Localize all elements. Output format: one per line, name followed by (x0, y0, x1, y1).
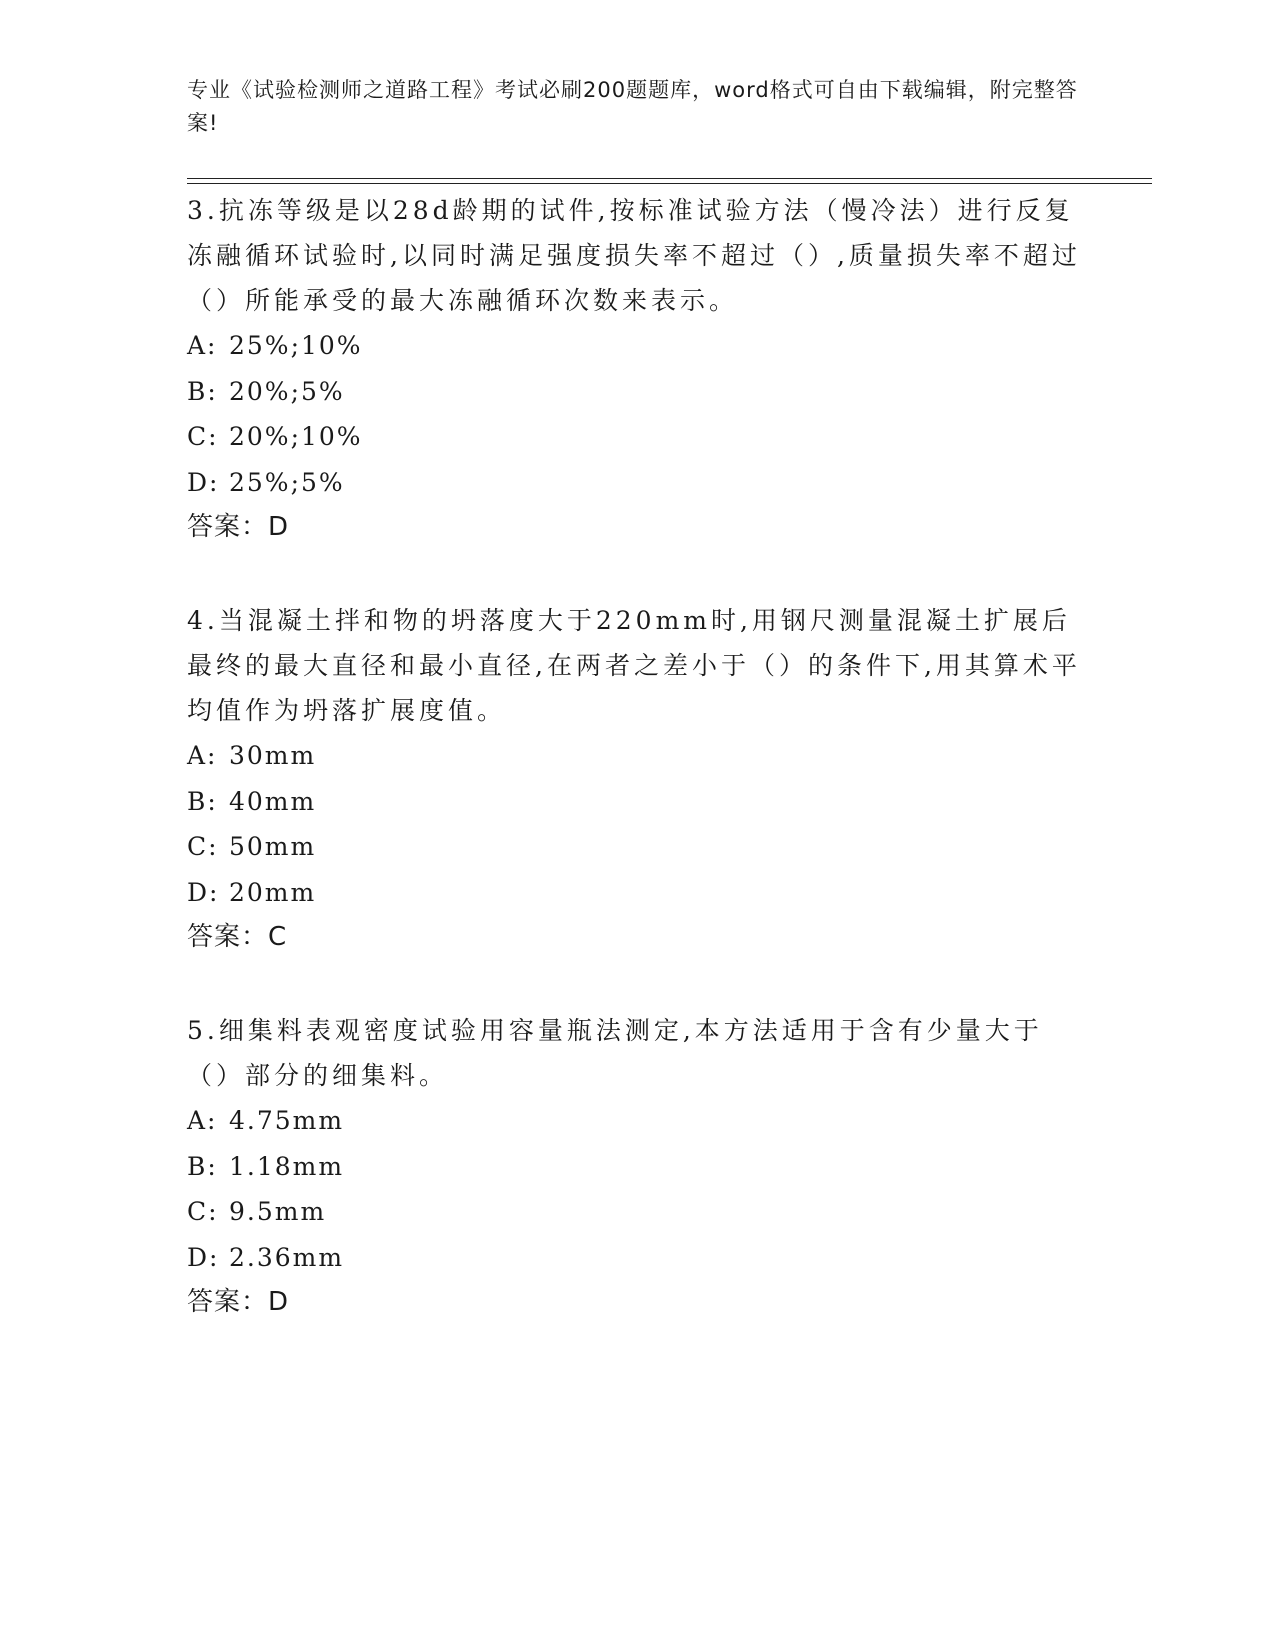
option-text: 20%;10% (229, 422, 363, 451)
question-stem: 3.抗冻等级是以28d龄期的试件,按标准试验方法（慢冷法）进行反复冻融循环试验时,以同时满足强度损失率不超过（）,质量损失率不超过（）所能承受的最大冻融循环次数来表示。 (187, 196, 1081, 315)
question-3 (187, 188, 1087, 550)
option-text: 20mm (229, 877, 317, 907)
question-stem: 5.细集料表观密度试验用容量瓶法测定,本方法适用于含有少量大于（）部分的细集料。 (187, 1016, 1043, 1090)
option-key: B: (187, 376, 218, 406)
question-5 (187, 1008, 1087, 1325)
option-c (187, 1189, 1087, 1235)
option-text: 25%;10% (229, 331, 363, 360)
option-key: D: (187, 1242, 220, 1272)
option-text: 50mm (229, 832, 317, 861)
option-d (187, 870, 1087, 916)
option-key: A: (187, 331, 218, 360)
option-c (187, 824, 1087, 870)
answer: 答案：C (187, 922, 288, 952)
option-key: D: (187, 877, 220, 907)
option-b (187, 779, 1087, 825)
option-d (187, 1235, 1087, 1281)
option-b (187, 1144, 1087, 1190)
question-4 (187, 598, 1087, 960)
option-text: 25%;5% (229, 467, 345, 497)
option-b (187, 369, 1087, 415)
option-key: B: (187, 786, 218, 816)
option-a (187, 323, 1087, 369)
option-text: 40mm (229, 786, 317, 816)
option-d (187, 460, 1087, 506)
answer: 答案：D (187, 1287, 290, 1317)
header-divider-top (187, 178, 1152, 179)
question-stem: 4.当混凝土拌和物的坍落度大于220mm时,用钢尺测量混凝土扩展后最终的最大直径和最小直径,在两者之差小于（）的条件下,用其算术平均值作为坍落扩展度值。 (187, 606, 1081, 725)
header-title: 专业《试验检测师之道路工程》考试必刷200题题库，word格式可自由下载编辑，附完整答案! (187, 78, 1078, 135)
option-text: 9.5mm (229, 1197, 327, 1226)
option-a (187, 733, 1087, 779)
option-key: C: (187, 422, 219, 451)
option-text: 30mm (229, 741, 317, 770)
option-key: A: (187, 741, 218, 770)
answer: 答案：D (187, 512, 290, 542)
option-key: A: (187, 1106, 218, 1135)
option-text: 4.75mm (229, 1106, 345, 1135)
option-key: D: (187, 467, 220, 497)
option-c (187, 414, 1087, 460)
option-a (187, 1098, 1087, 1144)
option-key: C: (187, 1197, 219, 1226)
option-key: B: (187, 1151, 218, 1181)
option-key: C: (187, 832, 219, 861)
document-header (187, 74, 1087, 140)
option-text: 2.36mm (229, 1242, 345, 1272)
option-text: 20%;5% (229, 376, 345, 406)
option-text: 1.18mm (229, 1151, 345, 1181)
header-divider-bottom (187, 183, 1152, 184)
